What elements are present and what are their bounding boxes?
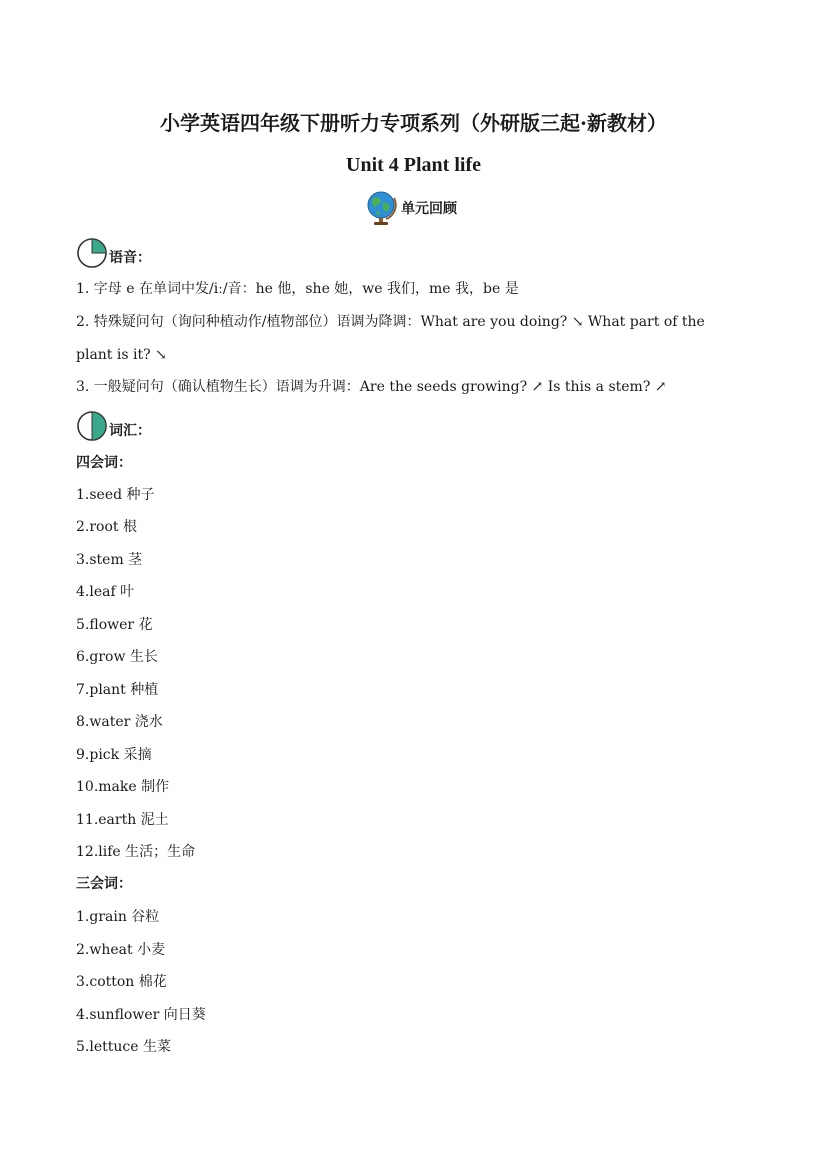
unit-title: Unit 4 Plant life (346, 154, 481, 176)
vocab-word: 4.sunflower 向日葵 (76, 1007, 206, 1023)
unit-review-heading (365, 190, 457, 226)
vocab-word: 3.cotton 棉花 (76, 974, 167, 990)
vocab-word: 2.root 根 (76, 519, 137, 535)
vocab-word: 9.pick 采摘 (76, 747, 152, 763)
three-skill-heading: 三会词： (76, 876, 132, 892)
vocab-word: 10.make 制作 (76, 779, 170, 795)
vocab-word: 4.leaf 叶 (76, 584, 135, 600)
four-skill-heading: 四会词： (76, 455, 132, 471)
half-pie-icon (76, 410, 108, 442)
vocab-word: 1.grain 谷粒 (76, 909, 160, 925)
vocab-heading-label: 词汇： (109, 423, 151, 439)
vocab-word: 7.plant 种植 (76, 682, 159, 698)
vocab-word: 1.seed 种子 (76, 487, 155, 503)
quarter-pie-icon (76, 237, 108, 269)
phonetics-line-2a: 2. 特殊疑问句（询问种植动作/植物部位）语调为降调：What are you doing? ↘ What part of the (76, 314, 705, 330)
vocab-word: 5.flower 花 (76, 617, 153, 633)
phonetics-heading-label: 语音： (109, 250, 151, 266)
vocab-word: 11.earth 泥土 (76, 812, 169, 828)
phonetics-line-2b: plant is it? ↘ (76, 347, 167, 363)
phonetics-heading (76, 233, 151, 269)
vocab-word: 8.water 浇水 (76, 714, 163, 730)
vocab-word: 6.grow 生长 (76, 649, 158, 665)
vocab-word: 3.stem 茎 (76, 552, 143, 568)
phonetics-line-1: 1. 字母 e 在单词中发/iː/音：he 他，she 她，we 我们，me 我，be 是 (76, 281, 519, 297)
vocab-word: 12.life 生活；生命 (76, 844, 196, 860)
unit-review-label: 单元回顾 (401, 201, 457, 217)
vocab-word: 2.wheat 小麦 (76, 942, 166, 958)
vocab-word: 5.lettuce 生菜 (76, 1039, 171, 1055)
globe-icon (365, 190, 399, 226)
document-title: 小学英语四年级下册听力专项系列（外研版三起·新教材） (160, 111, 667, 135)
vocab-heading (76, 406, 151, 442)
phonetics-line-3: 3. 一般疑问句（确认植物生长）语调为升调：Are the seeds growing? ↗ Is this a stem? ↗ (76, 379, 667, 395)
